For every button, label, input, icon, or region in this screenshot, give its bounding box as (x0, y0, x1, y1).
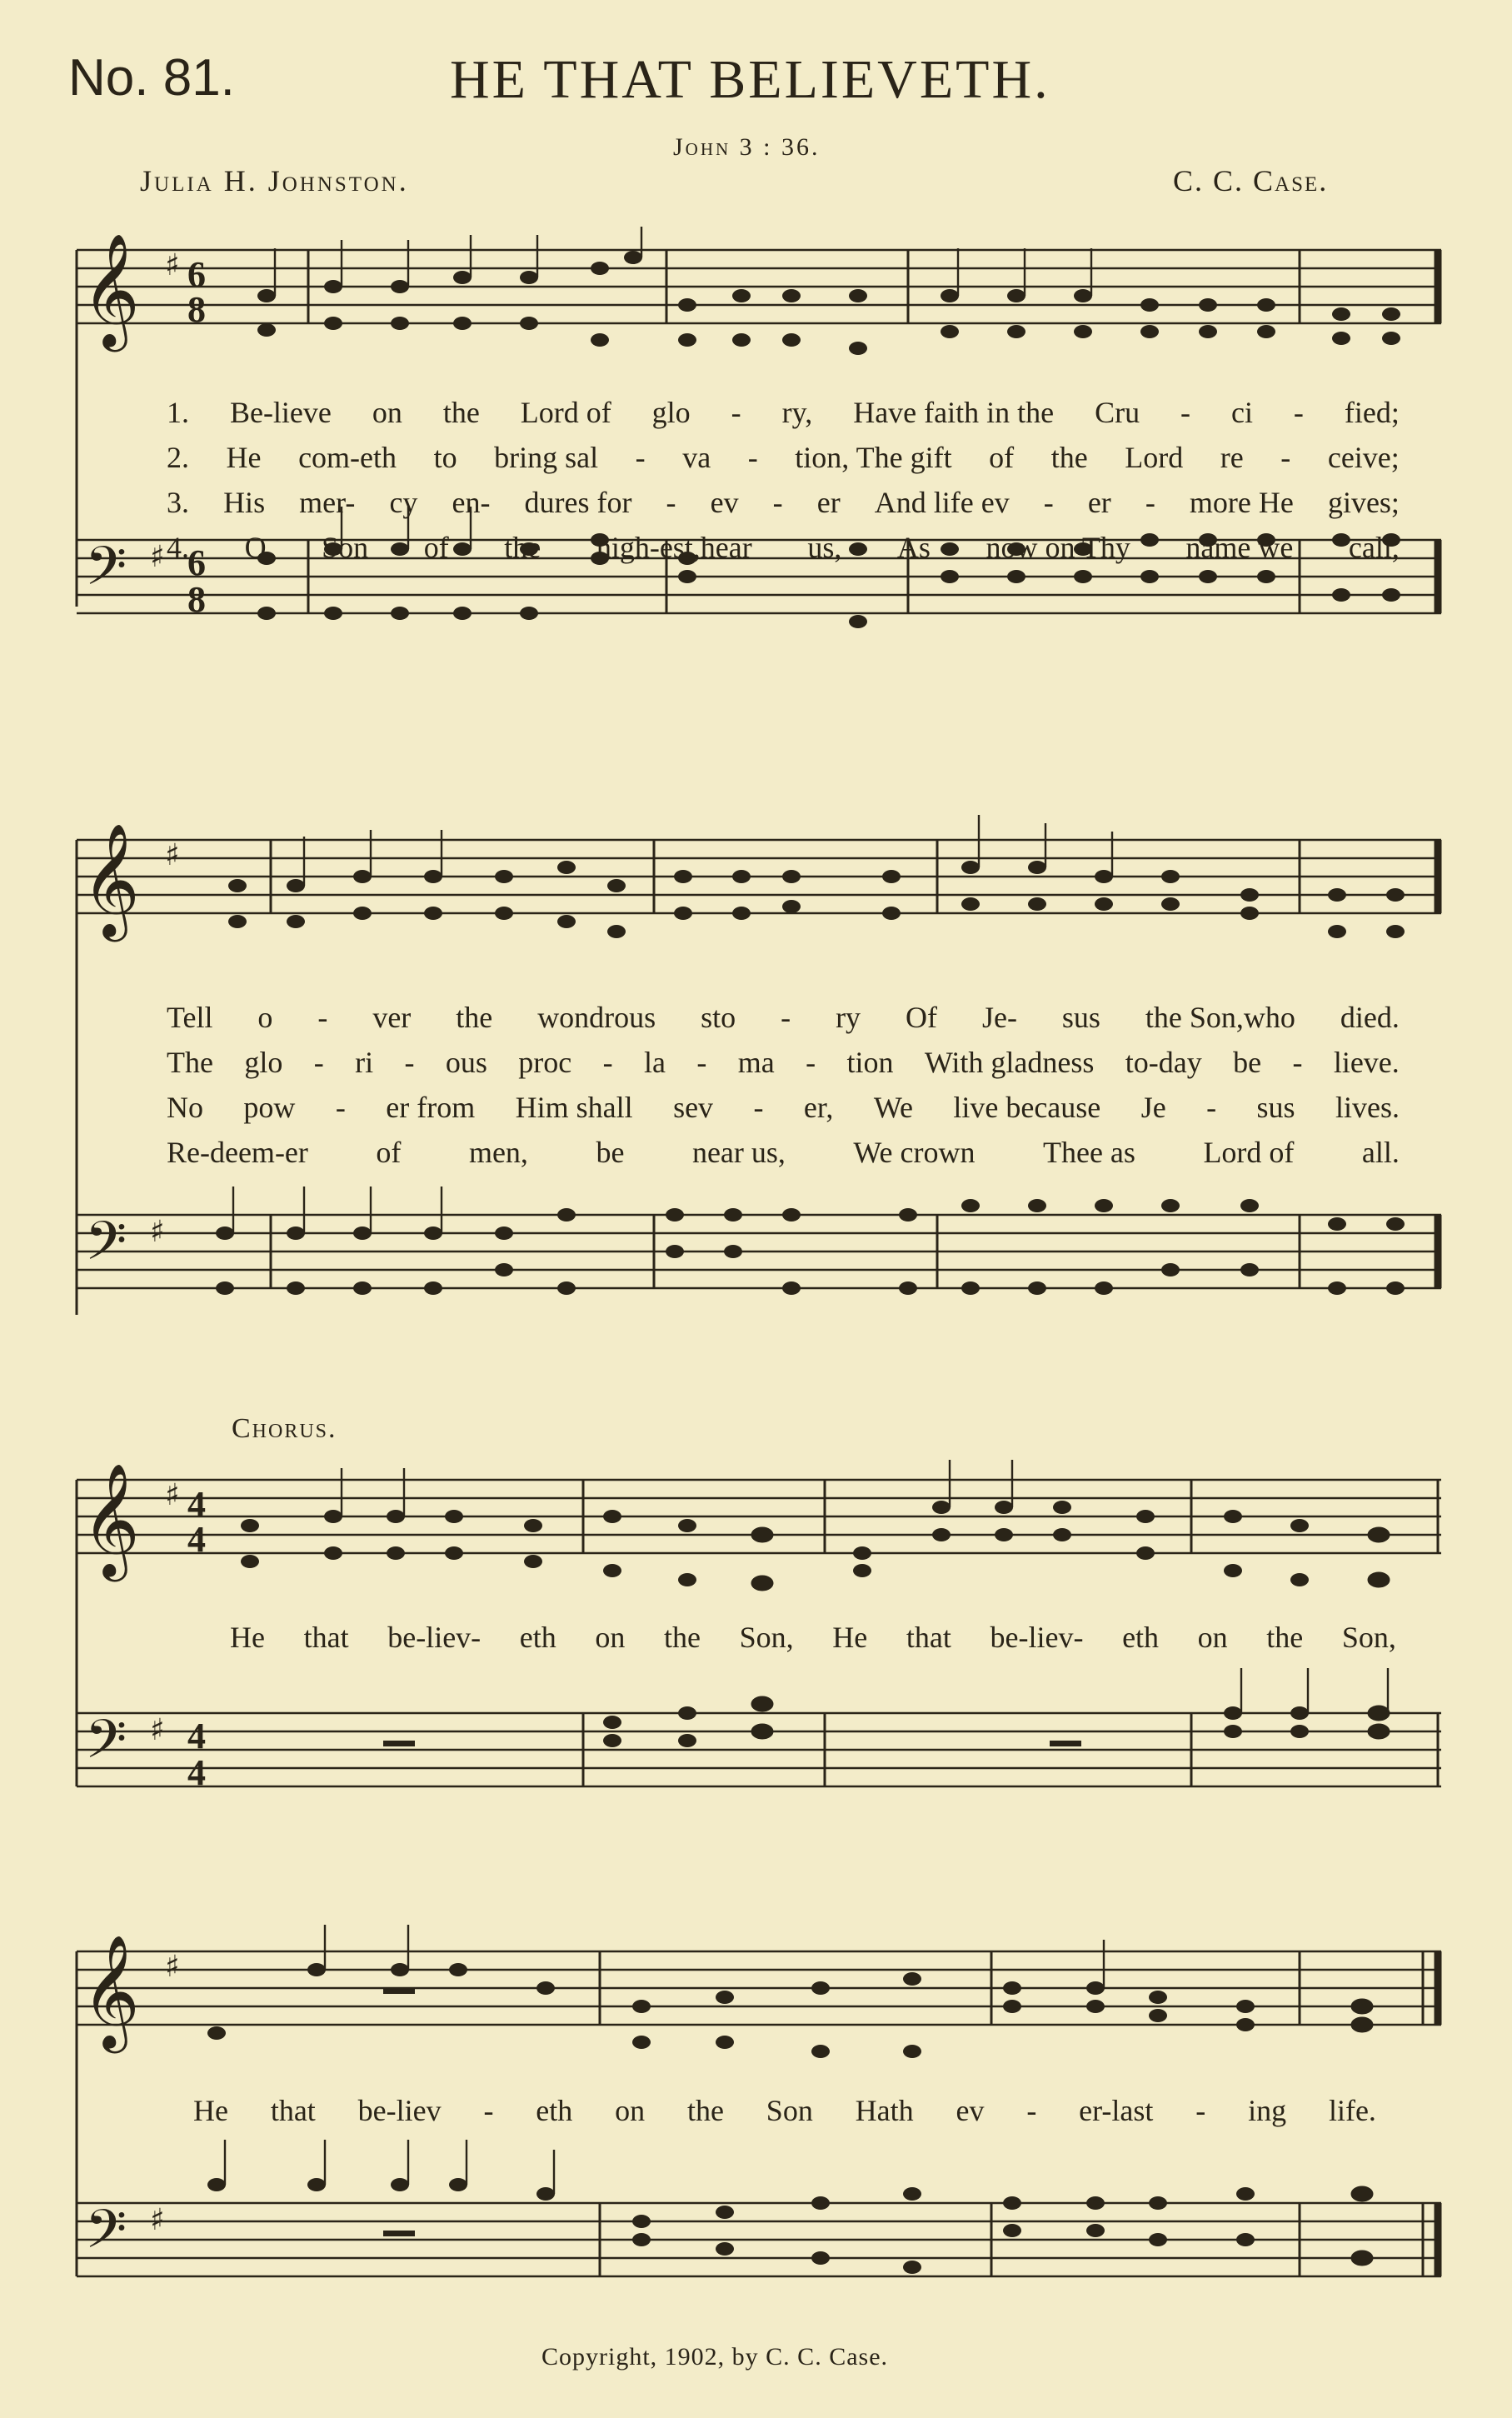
lyric-syllable: men, (468, 1136, 528, 1169)
lyric-syllable: Hath (855, 2094, 914, 2127)
lyric-syllable: Lord (1125, 441, 1184, 474)
lyric-syllable: er (816, 486, 841, 519)
lyric-syllable: fied; (1344, 396, 1400, 429)
lyric-syllable: 2. (167, 441, 189, 474)
lyric-syllable: pow (243, 1091, 296, 1124)
lyric-syllable: all. (1361, 1136, 1400, 1169)
lyric-syllable: Je- (981, 1001, 1017, 1034)
lyric-syllable: the (686, 2094, 724, 2127)
lyric-syllable: - (806, 1046, 816, 1079)
lyric-syllable: tion, The gift (795, 441, 952, 474)
lyric-syllable: the (1266, 1621, 1304, 1654)
lyric-syllable: - (404, 1046, 415, 1079)
notes-bass-1 (257, 507, 1400, 628)
lyric-syllable: 3. (167, 486, 189, 519)
svg-text:6: 6 (187, 254, 206, 295)
svg-text:4: 4 (187, 1716, 206, 1756)
verse-4-line-2 (167, 1135, 1400, 1170)
lyric-syllable: ev (956, 2094, 985, 2127)
verse-3-line-2 (167, 1090, 1400, 1125)
lyric-syllable: on (372, 396, 402, 429)
lyric-syllable: - (317, 1001, 328, 1034)
lyric-syllable: And life ev (874, 486, 1010, 519)
lyric-syllable: of (376, 1136, 402, 1169)
lyric-syllable: The (167, 1046, 213, 1079)
svg-text:𝄢: 𝄢 (85, 2199, 127, 2274)
svg-text:♯: ♯ (165, 1950, 180, 1984)
lyric-syllable: lives. (1335, 1091, 1400, 1124)
lyric-syllable: er, (803, 1091, 834, 1124)
bass-staff-2 (77, 1187, 1441, 1295)
verse-1-line (167, 395, 1400, 430)
lyric-syllable: He (193, 2094, 228, 2127)
copyright-notice: Copyright, 1902, by C. C. Case. (541, 2343, 889, 2371)
lyric-syllable: - (1180, 396, 1191, 429)
lyric-syllable: - (772, 486, 783, 519)
verse-2-line-2 (167, 1045, 1400, 1080)
lyric-syllable: en- (452, 486, 491, 519)
svg-text:♯: ♯ (150, 540, 165, 574)
lyric-syllable: Of (906, 1001, 938, 1034)
lyric-syllable: sto (701, 1001, 736, 1034)
svg-text:𝄢: 𝄢 (85, 536, 127, 611)
svg-text:8: 8 (187, 289, 206, 330)
lyric-syllable: - (1293, 396, 1304, 429)
lyric-syllable: He (226, 441, 262, 474)
lyric-syllable: Re-deem-er (167, 1136, 308, 1169)
lyric-syllable: va (682, 441, 711, 474)
lyric-syllable: ry, (781, 396, 813, 429)
lyric-syllable: of (989, 441, 1015, 474)
chorus-lyric-line-2 (193, 2093, 1376, 2128)
lyric-syllable: ous (445, 1046, 487, 1079)
lyric-syllable: With gladness (924, 1046, 1095, 1079)
lyric-syllable: 1. (167, 396, 189, 429)
svg-text:♯: ♯ (165, 838, 180, 872)
lyric-syllable: ver (372, 1001, 412, 1034)
lyric-syllable: ceive; (1327, 441, 1400, 474)
lyric-syllable: near us, (691, 1136, 786, 1169)
svg-text:𝄢: 𝄢 (85, 1709, 127, 1784)
lyric-syllable: His (223, 486, 266, 519)
lyric-syllable: - (1292, 1046, 1303, 1079)
lyric-syllable: - (666, 486, 676, 519)
notes-treble-4 (207, 1925, 1372, 2058)
bass-staff-4 (77, 2140, 1441, 2276)
hymn-title: HE THAT BELIEVETH. (450, 49, 1050, 110)
verse-2-line (167, 440, 1400, 475)
lyric-syllable: As (896, 531, 931, 564)
svg-text:𝄢: 𝄢 (85, 1211, 127, 1286)
lyric-syllable: that (906, 1621, 951, 1654)
verse-1-line-2 (167, 1000, 1400, 1035)
lyric-syllable: life. (1328, 2094, 1376, 2127)
lyric-syllable: Son (766, 2094, 813, 2127)
lyric-syllable: dures for (524, 486, 632, 519)
lyric-syllable: sus (1061, 1001, 1100, 1034)
lyric-syllable: be (1233, 1046, 1262, 1079)
lyric-syllable: more He (1189, 486, 1294, 519)
svg-text:♯: ♯ (150, 1713, 165, 1747)
lyric-syllable: ma (737, 1046, 775, 1079)
chorus-label: Chorus. (232, 1413, 337, 1444)
notes-treble-1 (257, 227, 1400, 355)
lyric-syllable: proc (518, 1046, 572, 1079)
notes-bass-2 (216, 1187, 1405, 1295)
lyric-syllable: Thee as (1042, 1136, 1135, 1169)
lyric-syllable: - (747, 441, 758, 474)
lyric-syllable: Lord of (520, 396, 611, 429)
lyric-syllable: ri (355, 1046, 374, 1079)
lyric-syllable: Son, (1341, 1621, 1396, 1654)
lyric-syllable: be-liev- (990, 1621, 1084, 1654)
lyric-syllable: died. (1340, 1001, 1400, 1034)
lyric-syllable: to (433, 441, 457, 474)
lyric-syllable: high-est,hear (596, 531, 752, 564)
lyric-syllable: - (335, 1091, 346, 1124)
lyric-syllable: be-liev- (387, 1621, 482, 1654)
lyric-syllable: O (244, 531, 267, 564)
lyric-syllable: the (504, 531, 541, 564)
svg-text:6: 6 (187, 542, 206, 583)
lyric-syllable: cy (389, 486, 418, 519)
lyric-syllable: er-last (1079, 2094, 1154, 2127)
lyric-syllable: sev (673, 1091, 714, 1124)
svg-text:♯: ♯ (165, 248, 180, 282)
lyric-syllable: - (1206, 1091, 1217, 1124)
lyric-syllable: be (596, 1136, 625, 1169)
scripture-reference: John 3 : 36. (673, 133, 821, 161)
lyric-syllable: Son, (739, 1621, 794, 1654)
svg-text:𝄞: 𝄞 (82, 1933, 140, 2048)
verse-3-line (167, 485, 1400, 520)
lyric-syllable: We (873, 1091, 913, 1124)
lyric-syllable: on (595, 1621, 626, 1654)
lyric-syllable: We crown (853, 1136, 976, 1169)
lyric-syllable: He (832, 1621, 868, 1654)
lyric-syllable: Son (322, 531, 369, 564)
lyricist-credit: Julia H. Johnston. (140, 164, 409, 197)
lyric-syllable: that (303, 1621, 349, 1654)
lyric-syllable: ry (836, 1001, 861, 1034)
bass-staff-1 (77, 507, 1441, 628)
lyric-syllable: the (442, 396, 480, 429)
lyric-syllable: ing (1248, 2094, 1287, 2127)
lyric-syllable: glo (244, 1046, 283, 1079)
lyric-syllable: Tell (167, 1001, 213, 1034)
lyric-syllable: live because (953, 1091, 1101, 1124)
lyric-syllable: call, (1348, 531, 1400, 564)
lyric-syllable: be-liev (357, 2094, 442, 2127)
lyric-syllable: on (615, 2094, 646, 2127)
lyric-syllable: 4. (167, 531, 189, 564)
hymn-number: No. 81. (68, 49, 235, 107)
svg-text:8: 8 (187, 579, 206, 620)
svg-text:♯: ♯ (150, 1215, 165, 1249)
lyric-syllable: eth (536, 2094, 573, 2127)
lyric-syllable: er from (386, 1091, 476, 1124)
lyric-syllable: o (257, 1001, 273, 1034)
svg-text:4: 4 (187, 1752, 206, 1793)
svg-text:♯: ♯ (150, 2203, 165, 2237)
lyric-syllable: to-day (1125, 1046, 1202, 1079)
lyric-syllable: name we (1185, 531, 1294, 564)
lyric-syllable: - (731, 396, 741, 429)
verse-4-line (167, 530, 1400, 565)
lyric-syllable: of (423, 531, 449, 564)
lyric-syllable: - (602, 1046, 613, 1079)
lyric-syllable: No (167, 1091, 203, 1124)
lyric-syllable: glo (651, 396, 691, 429)
lyric-syllable: er (1087, 486, 1111, 519)
lyric-syllable: Cru (1095, 396, 1140, 429)
lyric-syllable: Have faith in the (853, 396, 1055, 429)
lyric-syllable: - (781, 1001, 791, 1034)
lyric-syllable: wondrous (537, 1001, 656, 1034)
lyric-syllable: Him shall (515, 1091, 633, 1124)
lyric-syllable: eth (519, 1621, 556, 1654)
lyric-syllable: com-eth (298, 441, 397, 474)
lyric-syllable: Je (1140, 1091, 1166, 1124)
lyric-syllable: the Son,who (1145, 1001, 1295, 1034)
lyric-syllable: lieve. (1333, 1046, 1400, 1079)
lyric-syllable: sus (1256, 1091, 1295, 1124)
lyric-syllable: eth (1122, 1621, 1160, 1654)
lyric-syllable: He (230, 1621, 265, 1654)
lyric-syllable: - (1043, 486, 1054, 519)
lyric-syllable: Lord of (1203, 1136, 1295, 1169)
composer-credit: C. C. Case. (1173, 164, 1329, 197)
notes-bass-4 (207, 2140, 1372, 2274)
lyric-syllable: us, (807, 531, 842, 564)
lyric-syllable: la (643, 1046, 666, 1079)
chorus-lyric-line-1 (230, 1620, 1396, 1655)
lyric-syllable: tion (846, 1046, 894, 1079)
lyric-syllable: - (1195, 2094, 1206, 2127)
svg-text:4: 4 (187, 1484, 206, 1525)
lyric-syllable: gives; (1327, 486, 1400, 519)
svg-text:𝄞: 𝄞 (82, 232, 140, 347)
lyric-syllable: on (1197, 1621, 1228, 1654)
lyric-syllable: - (1026, 2094, 1037, 2127)
svg-text:4: 4 (187, 1519, 206, 1560)
lyric-syllable: Be-lieve (229, 396, 332, 429)
svg-text:𝄞: 𝄞 (82, 822, 140, 937)
lyric-syllable: that (270, 2094, 316, 2127)
lyric-syllable: the (1050, 441, 1088, 474)
lyric-syllable: mer- (299, 486, 356, 519)
bass-staff-3 (77, 1668, 1441, 1793)
lyric-syllable: - (1145, 486, 1155, 519)
svg-text:♯: ♯ (165, 1478, 180, 1512)
notes-bass-3 (603, 1668, 1389, 1747)
lyric-syllable: - (313, 1046, 324, 1079)
lyric-syllable: - (753, 1091, 764, 1124)
lyric-syllable: - (483, 2094, 494, 2127)
lyric-syllable: bring sal (494, 441, 599, 474)
lyric-syllable: re (1220, 441, 1244, 474)
lyric-syllable: - (696, 1046, 707, 1079)
lyric-syllable: the (456, 1001, 493, 1034)
lyric-syllable: the (664, 1621, 701, 1654)
lyric-syllable: ci (1230, 396, 1253, 429)
lyric-syllable: now on Thy (986, 531, 1130, 564)
lyric-syllable: - (635, 441, 646, 474)
lyric-syllable: - (1280, 441, 1291, 474)
lyric-syllable: ev (710, 486, 739, 519)
svg-text:𝄞: 𝄞 (82, 1461, 140, 1576)
